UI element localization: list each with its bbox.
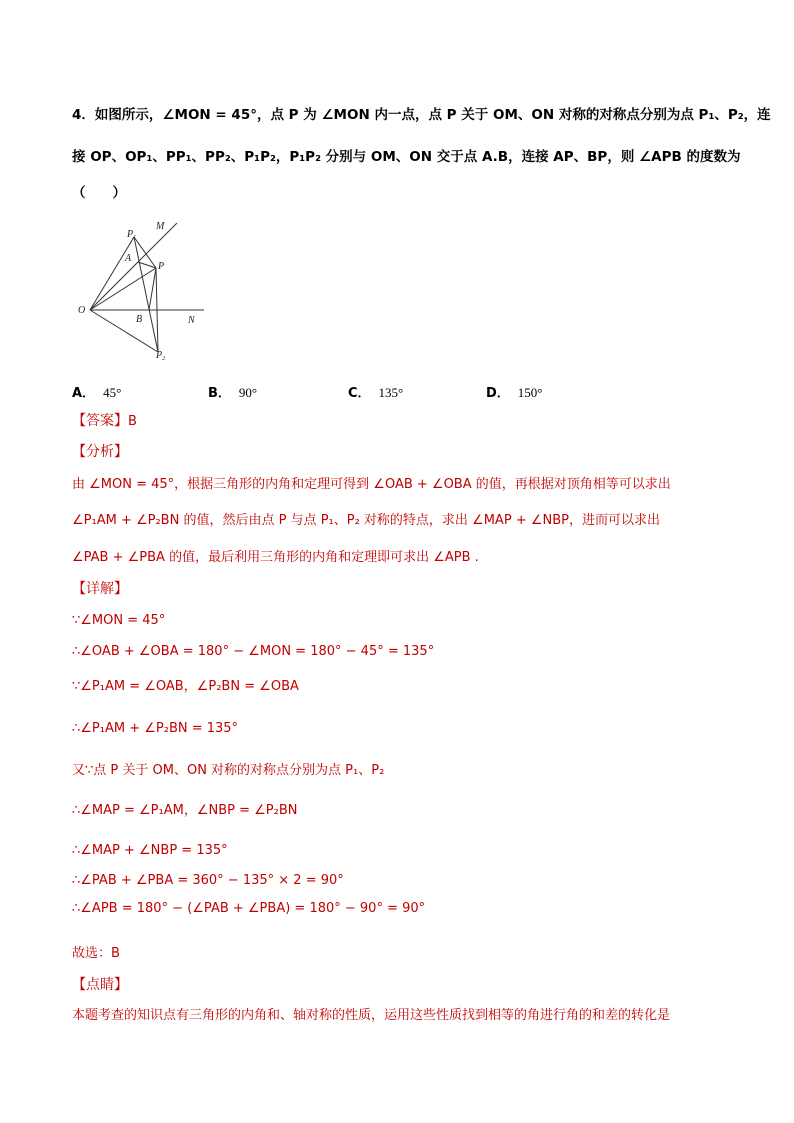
label-P1: $P_1$	[127, 229, 137, 241]
label-P: P	[158, 261, 165, 272]
analysis-line-3: ∠PAB + ∠PBA 的值，最后利用三角形的内角和定理即可求出 ∠APB .	[72, 550, 479, 565]
detail-step-6: ∴∠MAP = ∠P₁AM，∠NBP = ∠P₂BN	[72, 803, 298, 818]
question-text-2: 接 OP、OP₁、PP₁、PP₂、P₁P₂，P₁P₂ 分别与 OM、ON 交于点 A.B，连接 AP、BP，则 ∠APB 的度数为	[72, 149, 741, 165]
detail-step-7: ∴∠MAP + ∠NBP = 135°	[72, 843, 228, 858]
detail-conclusion: 故选：B	[72, 946, 120, 961]
label-B: B	[136, 314, 143, 325]
option-c: C． 135°	[348, 385, 404, 401]
label-M: M	[156, 221, 165, 232]
question-number: 4．	[72, 107, 95, 123]
answer-value: B	[128, 414, 137, 429]
segment-OP2	[90, 310, 158, 352]
label-P2: $P_2$	[156, 350, 166, 362]
detail-step-2: ∴∠OAB + ∠OBA = 180° − ∠MON = 180° − 45° = 135°	[72, 644, 435, 659]
label-O: O	[78, 305, 86, 316]
option-b: B． 90°	[208, 385, 258, 401]
figure-labels	[78, 221, 196, 362]
option-d: D． 150°	[486, 385, 543, 401]
question-line-1	[72, 106, 771, 124]
label-N: N	[188, 315, 195, 326]
detail-step-8: ∴∠PAB + ∠PBA = 360° − 135° × 2 = 90°	[72, 873, 344, 888]
segment-OP	[90, 268, 156, 310]
figure-lines	[90, 223, 204, 352]
option-a: A． 45°	[72, 385, 122, 401]
detail-step-4: ∴∠P₁AM + ∠P₂BN = 135°	[72, 721, 239, 736]
label-A: A	[125, 253, 132, 264]
comment-text: 本题考查的知识点有三角形的内角和、轴对称的性质，运用这些性质找到相等的角进行角的和差的转化是	[72, 1008, 671, 1023]
question-bracket: （ ）	[72, 185, 126, 201]
geometry-figure	[72, 215, 207, 365]
segment-OP1	[90, 237, 134, 310]
answer-label: 【答案】	[72, 413, 128, 429]
detail-label: 【详解】	[72, 581, 128, 597]
segment-BP	[149, 268, 156, 310]
detail-step-1: ∵∠MON = 45°	[72, 613, 166, 628]
detail-step-9: ∴∠APB = 180° − (∠PAB + ∠PBA) = 180° − 90° = 90°	[72, 901, 426, 916]
question-line-2	[72, 148, 740, 166]
analysis-label: 【分析】	[72, 444, 128, 460]
comment-label: 【点睛】	[72, 977, 128, 993]
question-text-1: 如图所示，∠MON = 45°，点 P 为 ∠MON 内一点，点 P 关于 OM、ON 对称的对称点分别为点 P₁、P₂，连	[94, 107, 771, 123]
analysis-line-1: 由 ∠MON = 45°，根据三角形的内角和定理可得到 ∠OAB + ∠OBA 的值，再根据对顶角相等可以求出	[72, 477, 671, 492]
answer-line	[72, 412, 137, 431]
detail-step-3: ∵∠P₁AM = ∠OAB，∠P₂BN = ∠OBA	[72, 679, 299, 694]
detail-step-5: 又∵点 P 关于 OM、ON 对称的对称点分别为点 P₁、P₂	[72, 763, 385, 778]
analysis-line-2: ∠P₁AM + ∠P₂BN 的值，然后由点 P 与点 P₁、P₂ 对称的特点，求出 ∠MAP + ∠NBP，进而可以求出	[72, 513, 660, 528]
